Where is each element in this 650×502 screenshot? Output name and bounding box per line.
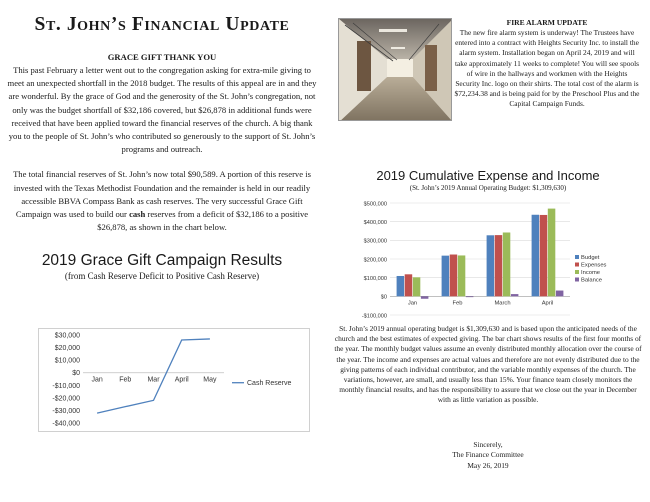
line-chart <box>38 328 310 432</box>
bar-balance <box>556 291 564 297</box>
y-tick-label: -$100,000 <box>361 313 387 320</box>
x-tick-label: April <box>541 300 554 307</box>
bar-budget <box>442 256 450 297</box>
line-chart-title: 2019 Grace Gift Campaign Results <box>41 252 283 270</box>
bar-chart-title: 2019 Cumulative Expense and Income <box>376 168 600 183</box>
legend-label: Balance <box>581 277 602 284</box>
bar-income <box>503 232 511 296</box>
signoff <box>334 440 642 471</box>
x-tick-label: Feb <box>119 376 132 384</box>
bar-expenses <box>450 255 458 297</box>
hallway-photo <box>338 18 452 121</box>
bar-budget <box>397 276 405 296</box>
y-tick-label: $400,000 <box>363 219 387 226</box>
x-tick-label: Feb <box>452 300 463 307</box>
grace-gift-heading: GRACE GIFT THANK YOU <box>107 52 217 62</box>
y-tick-label: -$30,000 <box>52 407 80 415</box>
reserves-text-bold: cash <box>129 209 146 220</box>
y-tick-label: $10,000 <box>54 357 80 365</box>
grace-gift-paragraph: This past February a letter went out to the congregation asking for extra-mile giving to meet an unexpected shortfall in the 2018 budget. The results of this appeal are in and they are wonderful. By the grace of God and the generosity of the St. John’s congregation, not only was the budget shortfall of $32,186 covered, but $26,878 in additional funds were received that have been applied toward the financial reserves of the church. A big thank you to the people of St. John’s who contributed so generously to the support of St. John’s programs and outreach. <box>7 65 317 155</box>
bar-budget <box>487 235 495 296</box>
legend-swatch <box>575 263 579 267</box>
bar-chart-svg <box>338 197 638 327</box>
x-tick-label: March <box>494 300 511 307</box>
legend-label: Budget <box>581 255 600 261</box>
x-tick-label: Mar <box>147 376 160 384</box>
line-chart-svg <box>39 329 309 431</box>
signoff-closing: Sincerely, <box>473 440 503 449</box>
legend-label: Cash Reserve <box>247 380 292 388</box>
legend-swatch <box>575 278 579 282</box>
y-tick-label: $300,000 <box>363 238 387 245</box>
y-tick-label: $0 <box>72 370 80 378</box>
bar-balance <box>466 296 474 297</box>
bar-budget <box>532 215 540 297</box>
fire-alarm-section <box>454 18 640 110</box>
legend-label: Income <box>581 270 601 276</box>
fire-alarm-text: The new fire alarm system is underway! The Trustees have entered into a contract with Heights Security Inc. to install the alarm system. Installation began on April 24, 2019 and will take approximately 11 weeks to complete! You will see spools of wire in the hallways and workmen with the Heights Security Inc. logo on their shirts. The total cost of the alarm is $72,234.38 and is being paid for by the Preschool Plus and the Capital Campaign Funds. <box>454 28 640 109</box>
legend-swatch <box>575 255 579 259</box>
x-tick-label: May <box>203 376 217 384</box>
bar-income <box>548 209 556 297</box>
bar-income <box>413 277 421 296</box>
left-column <box>6 14 318 281</box>
reserves-text-start: The total financial reserves of St. John’s now total $90,589. A portion of this reserve is invested with the Texas Methodist Foundation and the remainder is held in our readily accessible BBVA Compass Bank as cash reserves. The very successful Grace Gift Campaign was used to build our <box>13 169 311 220</box>
y-tick-label: $0 <box>380 294 387 301</box>
y-tick-label: $20,000 <box>54 345 80 353</box>
bar-chart <box>338 197 638 327</box>
bar-chart-subtitle: (St. John’s 2019 Annual Operating Budget: $1,309,630) <box>409 184 567 192</box>
legend-swatch <box>575 270 579 274</box>
bar-income <box>458 255 466 296</box>
signoff-signer: The Finance Committee <box>452 450 524 460</box>
fire-alarm-heading: FIRE ALARM UPDATE <box>506 18 588 27</box>
x-tick-label: Jan <box>91 376 103 384</box>
reserves-text-end: reserves from a deficit of $32,186 to a positive $26,878, as shown in the chart below. <box>97 209 309 233</box>
bar-balance <box>511 294 519 296</box>
y-tick-label: $100,000 <box>363 275 387 282</box>
newsletter-title: St. John’s Financial Update <box>34 14 290 35</box>
hallway-photo-image <box>339 19 452 121</box>
x-tick-label: Jan <box>407 300 418 307</box>
budget-report-text: St. John’s 2019 annual operating budget is $1,309,630 and is based upon the anticipated needs of the church and the best estimates of expected giving. The bar chart shows results of the first four months of the year. The monthly budget values assume an evenly distributed monthly allocation over the course of the year. The income and expenses are actual values and therefore are not evenly distributed due to the giving patterns of each individual contributor, and the variable monthly expenses of the church. The variations, however, are small, and usually less than 15%. Your finance team closely monitors the monthly financial results, and has the responsibility to assure that we close out the year in December with as little variation as possible. <box>334 324 642 405</box>
line-chart-subtitle: (from Cash Reserve Deficit to Positive Cash Reserve) <box>64 271 260 282</box>
y-tick-label: $500,000 <box>363 201 387 208</box>
y-tick-label: -$40,000 <box>52 420 80 428</box>
bar-expenses <box>495 235 503 296</box>
bar-balance <box>421 296 429 298</box>
legend-label: Expenses <box>581 262 607 269</box>
y-tick-label: $200,000 <box>363 257 387 264</box>
y-tick-label: -$20,000 <box>52 395 80 403</box>
y-tick-label: $30,000 <box>54 332 80 340</box>
reserves-paragraph <box>6 168 318 234</box>
x-tick-label: April <box>174 376 189 384</box>
y-tick-label: -$10,000 <box>52 382 80 390</box>
signoff-date: May 26, 2019 <box>467 460 509 470</box>
bar-expenses <box>540 215 548 296</box>
bar-expenses <box>405 274 413 296</box>
